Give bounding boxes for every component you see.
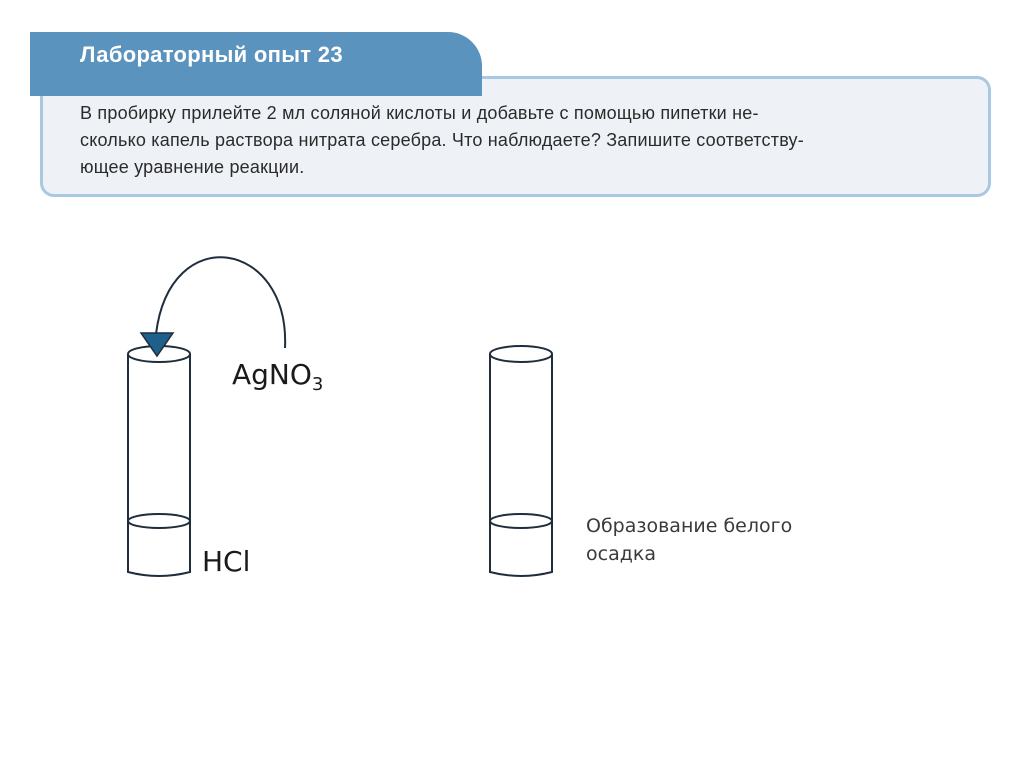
tube-left-liquid-level bbox=[128, 514, 190, 528]
experiment-title: Лабораторный опыт 23 bbox=[80, 42, 343, 67]
reagent-subscript: 3 bbox=[311, 374, 324, 395]
tube-right-mouth bbox=[490, 346, 552, 362]
tube-left-body bbox=[128, 354, 190, 576]
reagent-formula: AgNO bbox=[232, 358, 312, 391]
test-tube-left bbox=[128, 346, 190, 576]
tube-right-body bbox=[490, 354, 552, 576]
add-reagent-arrow bbox=[141, 257, 285, 356]
tube-right-liquid-level bbox=[490, 514, 552, 528]
arrow-head-icon bbox=[141, 333, 173, 356]
test-tube-right bbox=[490, 346, 552, 576]
result-line-2: осадка bbox=[586, 543, 656, 565]
task-line-1: В пробирку прилейте 2 мл соляной кислоты и добавьте с помощью пипетки не- bbox=[80, 103, 759, 123]
result-observation bbox=[586, 512, 846, 568]
result-line-1: Образование белого bbox=[586, 515, 793, 537]
task-line-2: сколько капель раствора нитрата серебра. Что наблюдаете? Запишите соответству- bbox=[80, 130, 804, 150]
reagent-label-agno3 bbox=[232, 358, 323, 395]
task-line-3: ющее уравнение реакции. bbox=[80, 157, 305, 177]
solution-label-hcl: HCl bbox=[202, 545, 251, 578]
